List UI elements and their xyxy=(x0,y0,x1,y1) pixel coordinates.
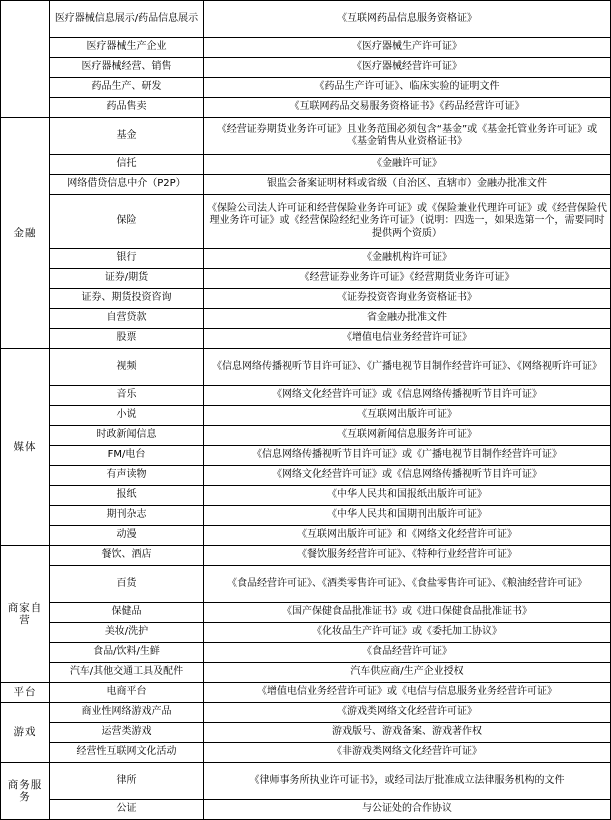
subcategory-cell: 餐饮、酒店 xyxy=(50,546,204,566)
category-cell xyxy=(1,1,50,118)
subcategory-cell: 银行 xyxy=(50,249,204,269)
subcategory-cell: 自营贷款 xyxy=(50,309,204,329)
requirement-cell: 《互联网新闻信息服务许可证》 xyxy=(204,426,611,446)
subcategory-cell: 公证 xyxy=(50,800,204,820)
requirement-cell: 《经营证券期货业务许可证》且业务范围必须包含“基金”或《基金托管业务许可证》或《基金销售从业资格证书》 xyxy=(204,118,611,155)
requirement-cell: 《信息网络传播视听节目许可证》或《广播电视节目制作经营许可证》 xyxy=(204,446,611,466)
table-row xyxy=(1,289,611,309)
requirement-cell: 《互联网出版许可证》 xyxy=(204,406,611,426)
requirement-cell: 《律师事务所执业许可证书》，或经司法厅批准成立法律服务机构的文件 xyxy=(204,763,611,800)
subcategory-cell: 运营类游戏 xyxy=(50,723,204,743)
subcategory-cell: 经营性互联网文化活动 xyxy=(50,743,204,763)
subcategory-cell: 美妆/洗护 xyxy=(50,623,204,643)
subcategory-cell: 基金 xyxy=(50,118,204,155)
requirement-cell: 银监会备案证明材料或省级（自治区、直辖市）金融办批准文件 xyxy=(204,175,611,195)
table-row xyxy=(1,526,611,546)
category-cell: 平台 xyxy=(1,683,50,703)
requirement-cell: 《游戏类网络文化经营许可证》 xyxy=(204,703,611,723)
table-row xyxy=(1,663,611,683)
table-row xyxy=(1,406,611,426)
table-row xyxy=(1,506,611,526)
category-cell: 金融 xyxy=(1,118,50,349)
requirement-cell: 《金融许可证》 xyxy=(204,155,611,175)
requirement-cell: 《网络文化经营许可证》或《信息网络传播视听节目许可证》 xyxy=(204,466,611,486)
table-row xyxy=(1,566,611,603)
subcategory-cell: 有声读物 xyxy=(50,466,204,486)
requirement-cell: 《互联网出版许可证》和《网络文化经营许可证》 xyxy=(204,526,611,546)
table-row xyxy=(1,38,611,58)
subcategory-cell: 信托 xyxy=(50,155,204,175)
table-row xyxy=(1,426,611,446)
table-row xyxy=(1,743,611,763)
subcategory-cell: 医疗器械生产企业 xyxy=(50,38,204,58)
subcategory-cell: 动漫 xyxy=(50,526,204,546)
table-row xyxy=(1,175,611,195)
requirement-cell: 《餐饮服务经营许可证》、《特种行业经营许可证》 xyxy=(204,546,611,566)
subcategory-cell: 报纸 xyxy=(50,486,204,506)
table-row xyxy=(1,763,611,800)
requirement-cell: 《证券投资咨询业务资格证书》 xyxy=(204,289,611,309)
table-row xyxy=(1,58,611,78)
table-row xyxy=(1,155,611,175)
requirement-cell: 《化妆品生产许可证》或《委托加工协议》 xyxy=(204,623,611,643)
requirement-cell: 《增值电信业务经营许可证》 xyxy=(204,329,611,349)
requirement-cell: 《国产保健食品批准证书》或《进口保健食品批准证书》 xyxy=(204,603,611,623)
table-row xyxy=(1,309,611,329)
category-cell: 媒体 xyxy=(1,349,50,546)
requirement-cell: 《互联网药品信息服务资格证》 xyxy=(204,1,611,38)
table-row xyxy=(1,78,611,98)
subcategory-cell: 视频 xyxy=(50,349,204,386)
table-row xyxy=(1,195,611,249)
table-row xyxy=(1,269,611,289)
table-row xyxy=(1,329,611,349)
requirement-cell: 省金融办批准文件 xyxy=(204,309,611,329)
subcategory-cell: 医疗器械经营、销售 xyxy=(50,58,204,78)
subcategory-cell: 汽车/其他交通工具及配件 xyxy=(50,663,204,683)
subcategory-cell: 证券/期货 xyxy=(50,269,204,289)
subcategory-cell: 电商平台 xyxy=(50,683,204,703)
requirement-cell: 游戏版号、游戏备案、游戏著作权 xyxy=(204,723,611,743)
table-row xyxy=(1,643,611,663)
requirement-cell: 与公证处的合作协议 xyxy=(204,800,611,820)
table-row xyxy=(1,683,611,703)
subcategory-cell: 期刊杂志 xyxy=(50,506,204,526)
requirement-cell: 《中华人民共和国期刊出版许可证》 xyxy=(204,506,611,526)
subcategory-cell: 医疗器械信息展示/药品信息展示 xyxy=(50,1,204,38)
table-row xyxy=(1,118,611,155)
table-row xyxy=(1,446,611,466)
requirement-cell: 《药品生产许可证》、临床实验的证明文件 xyxy=(204,78,611,98)
table-row xyxy=(1,486,611,506)
table-row xyxy=(1,723,611,743)
subcategory-cell: 药品售卖 xyxy=(50,98,204,118)
requirement-cell: 《互联网药品交易服务资格证书》《药品经营许可证》 xyxy=(204,98,611,118)
subcategory-cell: 音乐 xyxy=(50,386,204,406)
requirement-cell: 《医疗器械生产许可证》 xyxy=(204,38,611,58)
table-row xyxy=(1,623,611,643)
requirement-cell: 汽车供应商/生产企业授权 xyxy=(204,663,611,683)
requirement-cell: 《经营证券业务许可证》《经营期货业务许可证》 xyxy=(204,269,611,289)
table-row xyxy=(1,546,611,566)
requirement-cell: 《信息网络传播视听节目许可证》、《广播电视节目制作经营许可证》、《网络视听许可证》 xyxy=(204,349,611,386)
requirement-cell: 《食品经营许可证》 xyxy=(204,643,611,663)
table-row xyxy=(1,1,611,38)
category-cell: 商务服务 xyxy=(1,763,50,820)
requirement-cell: 《食品经营许可证》、《酒类零售许可证》、《食盐零售许可证》、《粮油经营许可证》 xyxy=(204,566,611,603)
subcategory-cell: 网络借贷信息中介（P2P） xyxy=(50,175,204,195)
requirement-cell: 《非游戏类网络文化经营许可证》 xyxy=(204,743,611,763)
table-row xyxy=(1,98,611,118)
subcategory-cell: 股票 xyxy=(50,329,204,349)
subcategory-cell: 时政新闻信息 xyxy=(50,426,204,446)
subcategory-cell: 保险 xyxy=(50,195,204,249)
requirement-cell: 《金融机构许可证》 xyxy=(204,249,611,269)
subcategory-cell: 药品生产、研发 xyxy=(50,78,204,98)
subcategory-cell: 证券、期货投资咨询 xyxy=(50,289,204,309)
requirement-cell: 《中华人民共和国报纸出版许可证》 xyxy=(204,486,611,506)
requirement-cell: 《保险公司法人许可证和经营保险业务许可证》或《保险兼业代理许可证》或《经营保险代理业务许可证》或《经营保险经纪业务许可证》（说明：四选一，如果选第一个，需要同时提供两个资质） xyxy=(204,195,611,249)
category-cell: 游戏 xyxy=(1,703,50,763)
table-row xyxy=(1,249,611,269)
table-row xyxy=(1,603,611,623)
category-cell: 商家自营 xyxy=(1,546,50,683)
subcategory-cell: FM/电台 xyxy=(50,446,204,466)
table-row xyxy=(1,466,611,486)
requirement-cell: 《增值电信业务经营许可证》或《电信与信息服务业务经营许可证》 xyxy=(204,683,611,703)
table-row xyxy=(1,703,611,723)
table-row xyxy=(1,349,611,386)
requirement-cell: 《医疗器械经营许可证》 xyxy=(204,58,611,78)
subcategory-cell: 商业性网络游戏产品 xyxy=(50,703,204,723)
subcategory-cell: 食品/饮料/生鲜 xyxy=(50,643,204,663)
requirement-cell: 《网络文化经营许可证》或《信息网络传播视听节目许可证》 xyxy=(204,386,611,406)
table-row xyxy=(1,386,611,406)
subcategory-cell: 百货 xyxy=(50,566,204,603)
subcategory-cell: 保健品 xyxy=(50,603,204,623)
subcategory-cell: 律所 xyxy=(50,763,204,800)
subcategory-cell: 小说 xyxy=(50,406,204,426)
table-row xyxy=(1,800,611,820)
